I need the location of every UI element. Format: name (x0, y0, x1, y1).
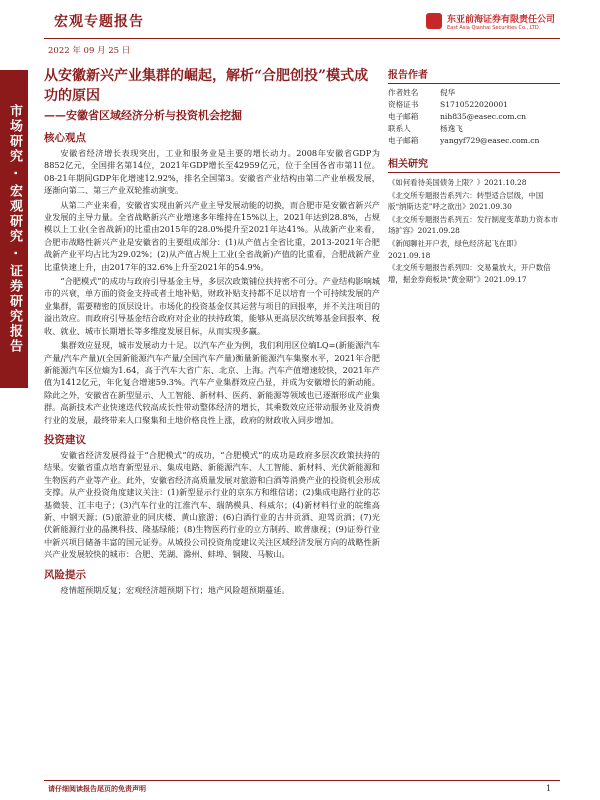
logo-en: East Asia Qianhai Securities Co., LTD. (447, 24, 541, 31)
info-row (388, 87, 560, 99)
info-row (388, 111, 560, 123)
info-row (388, 99, 560, 111)
related-item[interactable]: 《北交所专题报告系列六：转型适合层级，中国版“纳斯达克”呼之欲出》2021.09.30 (388, 190, 544, 212)
info-row (388, 123, 560, 135)
info-value[interactable]: nih835@easec.com.cn (440, 112, 526, 121)
logo-icon (426, 13, 442, 29)
related-item[interactable]: 《新闻聊社开户表，绿色经济起飞在即》2021.09.18 (388, 238, 522, 260)
author-heading: 报告作者 (388, 66, 560, 84)
info-value: S1710522020001 (440, 100, 509, 109)
invest-heading: 投资建议 (44, 433, 86, 446)
info-value: 杨逸飞 (440, 124, 463, 133)
logo-cn: 东亚前海证券有限责任公司 (447, 14, 556, 25)
page-subtitle: ——安徽省区域经济分析与投资机会挖掘 (44, 109, 242, 122)
paragraph-6: 疫情超预期反复；宏观经济超预期下行；地产风险超预期蔓延。 (60, 584, 290, 595)
paragraph-4: 集群效应显现，城市发展动力十足。以汽车产业为例，我们利用区位熵LQ=(新能源汽车产量/汽车产量)/(全国新能源汽车产量/全国汽车产量)衡量新能源汽车集聚水平，2021年合肥新能源汽车区位熵为1.64，高于汽车大省广东、北京、上海。汽车产值增速较快，2021年产值为1412亿元，年化复合增速59.3%。汽车产业集群效应凸显，并成为安徽增长的新动能。除此之外，安徽省在新型显示、人工智能、新材料、医药、新能源等领域也已逐渐形成产业集群。高新技术产业快速迭代较高成长性带动整体经济的增长，其乘数效应还带动服务业及消费行业的发展，最终带来人口聚集和土地价格良性上涨，政府的财政收入同步增加。 (44, 340, 380, 425)
paragraph-3: “合肥模式”的成功与政府引导基金主导，多层次政策铺位扶持密不可分。产业结构影响城市的兴衰，单方面的资金支持或者土地补贴，财政补贴支持都不足以培育一个可持续发展的产业集群，需要精密的顶层设计。市场化的投资基金仅其运营与项目的回报率，并不关注项目的溢出效应。而政府引导基金结合政府对企业的扶持政策，能够从更高层次统筹基金回报率、税收、就业、城市长期增长等多维度发展目标，从而实现多赢。 (44, 276, 380, 336)
risk-heading: 风险提示 (44, 568, 86, 581)
sidebar-band (0, 70, 28, 388)
info-key: 电子邮箱 (388, 136, 419, 145)
paragraph-1: 安徽省经济增长表现突出，工业和服务业是主要的增长动力。2008年安徽省GDP为8852亿元，全国排名第14位，2021年GDP增长至42959亿元，位于全国各省市第11位。08-21年期间GDP年化增速12.92%，排名全国第3。安徽省产业结构由第二产业单极发展，逐渐向第二、第三产业双轮推动演变。 (44, 148, 380, 196)
core-heading: 核心观点 (44, 132, 86, 144)
side-panel (388, 66, 560, 286)
paragraph-5: 安徽省经济发展得益于“合肥模式”的成功，“合肥模式”的成功是政府多层次政策扶持的结果。安徽省重点培育新型显示、集成电路、新能源汽车、人工智能、新材料、光伏新能源和生物医药产业等产业。此外，安徽省经济高质量发展对旅游和白酒等消费产业的投资机会形成支撑。从产业投资角度建议关注：(1)新型显示行业的京东方和维信诺；(2)集成电路行业的芯基微装、江丰电子；(3)汽车行业的江淮汽车、瑞鹄模具、科威尔；(4)新材料行业的皖维高新、中钢天源；(5)旅游业的同庆楼、黄山旅游；(6)白酒行业的古井贡酒、迎驾贡酒；(7)光伏新能源行业的晶澳科技、隆基绿能；(8)生物医药行业的立方制药、欧普康视；(9)证券行业中新兴项目储备丰富的国元证券。从城投公司投资角度建议关注区域经济发展方向的战略性新兴产业发展较快的城市：合肥、芜湖、滁州、蚌埠、铜陵、马鞍山。 (44, 449, 380, 560)
related-item[interactable]: 《如何看待美国债务上限？》2021.10.28 (388, 178, 527, 187)
company-logo (426, 6, 556, 36)
related-item[interactable]: 《北交所专题报告系列四：交易量放大，开户数倍增，掘金券商板块“黄金期”》2021.09.17 (388, 263, 551, 284)
page-number: 1 (546, 784, 552, 793)
paragraph-2: 从第二产业来看，安徽省实现由新兴产业主导发展动能的切换，而合肥市是安徽省新兴产业发展的主导力量。全省战略新兴产业增速多年维持在15%以上，2021年达到28.8%，占规模以上工业(全省战新)的比重由2015年的28.0%提升至2021年达41%。从战新产业来看，合肥市战略性新兴产业是安徽省的主要组成部分：(1)从产值占全省比重，2013-2021年合肥战新产业平均占比为29.02%；(2)从产值占规上工业(全省战新)产值的比重看，合肥战新产业比重快速上升，由2017年的32.6%上升至2021年的54.9%。 (44, 199, 380, 272)
report-date: 2022 年 09 月 25 日 (48, 46, 131, 56)
info-value: 倪华 (440, 88, 456, 97)
page-title: 从安徽新兴产业集群的崛起，解析“合肥创投”模式成功的原因 (44, 68, 369, 104)
info-key: 联系人 (388, 124, 411, 133)
info-key: 作者姓名 (388, 88, 419, 97)
footer-divider (44, 780, 560, 781)
related-list (388, 177, 560, 285)
report-type: 宏观专题报告 (54, 14, 144, 30)
related-item[interactable]: 《北交所专题报告系列五：发行制度变革助力资本市场扩容》2021.09.28 (388, 214, 558, 236)
info-value[interactable]: yangyf729@easec.com.cn (440, 136, 540, 145)
related-heading: 相关研究 (388, 155, 560, 173)
info-row (388, 135, 560, 147)
header-divider (44, 38, 560, 39)
footer-disclaimer: 请仔细阅读报告尾页的免责声明 (48, 784, 146, 793)
sidebar-text: 市场研究 · 宏观研究 · 证券研究报告 (7, 104, 22, 354)
info-key: 电子邮箱 (388, 112, 419, 121)
main-content (44, 66, 380, 596)
author-info (388, 87, 560, 147)
info-key: 资格证书 (388, 100, 419, 109)
